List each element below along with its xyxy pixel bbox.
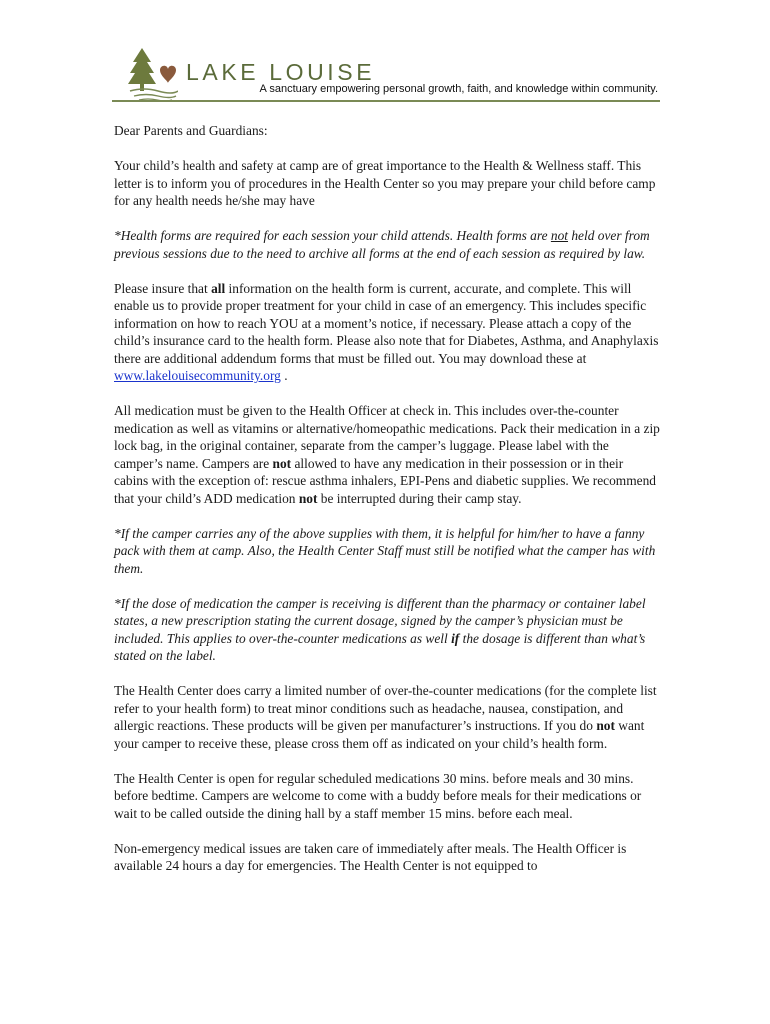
paragraph-medication-checkin (114, 402, 660, 507)
text-run: All medication must be given to the Health Officer at check in. This includes over-the-counter medication as well as vitamins or alternative/homeopathic medications. Pack their medication in a zip lock bag, in the original container, separate from the camper’s luggage. Please label with the camper’s name. Campers are (114, 403, 660, 471)
website-link[interactable]: www.lakelouisecommunity.org (114, 368, 281, 383)
paragraph-health-center-hours: The Health Center is open for regular scheduled medications 30 mins. before meals and 30 mins. before bedtime. Campers are welcome to come with a buddy before meals for their medications or wait to be called outside the dining hall by a staff member 15 mins. before each meal. (114, 770, 642, 821)
paragraph-dosage-note (114, 595, 660, 665)
text-run: . (280, 368, 288, 383)
emphasis-not: not (596, 718, 615, 733)
text-run: allowed to have any medication in their possession or in their cabins with the exception of: rescue asthma inhalers, EPI-Pens and diabetic supplies. We recommend that your child’s ADD medication (114, 455, 656, 506)
paragraph-fanny-pack-note: *If the camper carries any of the above supplies with them, it is helpful for him/her to have a fanny pack with them at camp. Also, the Health Center Staff must still be notified what the camper has with them. (114, 525, 656, 576)
tree-heart-lake-logo-icon (126, 46, 178, 102)
emphasis-all: all (211, 280, 226, 296)
tagline: A sanctuary empowering personal growth, faith, and knowledge within community. (259, 83, 658, 95)
text-run: want your camper to receive these, please cross them off as indicated on your child’s health form. (114, 718, 645, 751)
paragraph-otc-medications (114, 682, 660, 752)
text-run: be interrupted during their camp stay. (317, 490, 522, 506)
paragraph-intro: Your child’s health and safety at camp are of great importance to the Health & Wellness staff. This letter is to inform you of procedures in the Health Center so you may prepare your child before camp for any health needs he/she may have (114, 158, 656, 208)
text-run: held over from previous sessions due to the need to archive all forms at the end of each session as required by law. (114, 228, 650, 261)
emphasis-not: not (272, 455, 292, 471)
salutation: Dear Parents and Guardians: (114, 123, 268, 138)
letter-body (114, 122, 660, 892)
header-divider (112, 100, 660, 102)
emphasis-not: not (550, 228, 569, 243)
brand-name: LAKE LOUISE (186, 59, 376, 85)
letterhead (112, 40, 660, 104)
paragraph-health-form-info (114, 280, 660, 385)
text-run: Please insure that (114, 280, 212, 296)
text-run: *Health forms are required for each session your child attends. Health forms are (114, 228, 551, 243)
text-run: information on the health form is current, accurate, and complete. This will enable us to provide proper treatment for your child in case of an emergency. This includes specific information on how to reach YOU at a moment’s notice, if necessary. Please attach a copy of the child’s insurance card to the health form. Please also note that for Diabetes, Asthma, and Anaphylaxis there are additional addendum forms that must be filled out. You may download these at (114, 280, 659, 366)
emphasis-if: if (451, 630, 460, 646)
paragraph-non-emergency: Non-emergency medical issues are taken care of immediately after meals. The Health Officer is available 24 hours a day for emergencies. The Health Center is not equipped to (114, 840, 627, 873)
text-run: *If the dose of medication the camper is receiving is different than the pharmacy or container label states, a new prescription stating the current dosage, signed by the camper’s physician must be included. This applies to over-the-counter medications as well (114, 595, 646, 646)
paragraph-health-forms-note (114, 227, 660, 262)
text-run: The Health Center does carry a limited number of over-the-counter medications (for the complete list refer to your health form) to treat minor conditions such as headache, nausea, constipation, and allergic reactions. These products will be given per manufacturer’s instructions. If you do (114, 683, 657, 733)
emphasis-not: not (298, 490, 318, 506)
text-run: the dosage is different than what’s stated on the label. (114, 630, 646, 663)
